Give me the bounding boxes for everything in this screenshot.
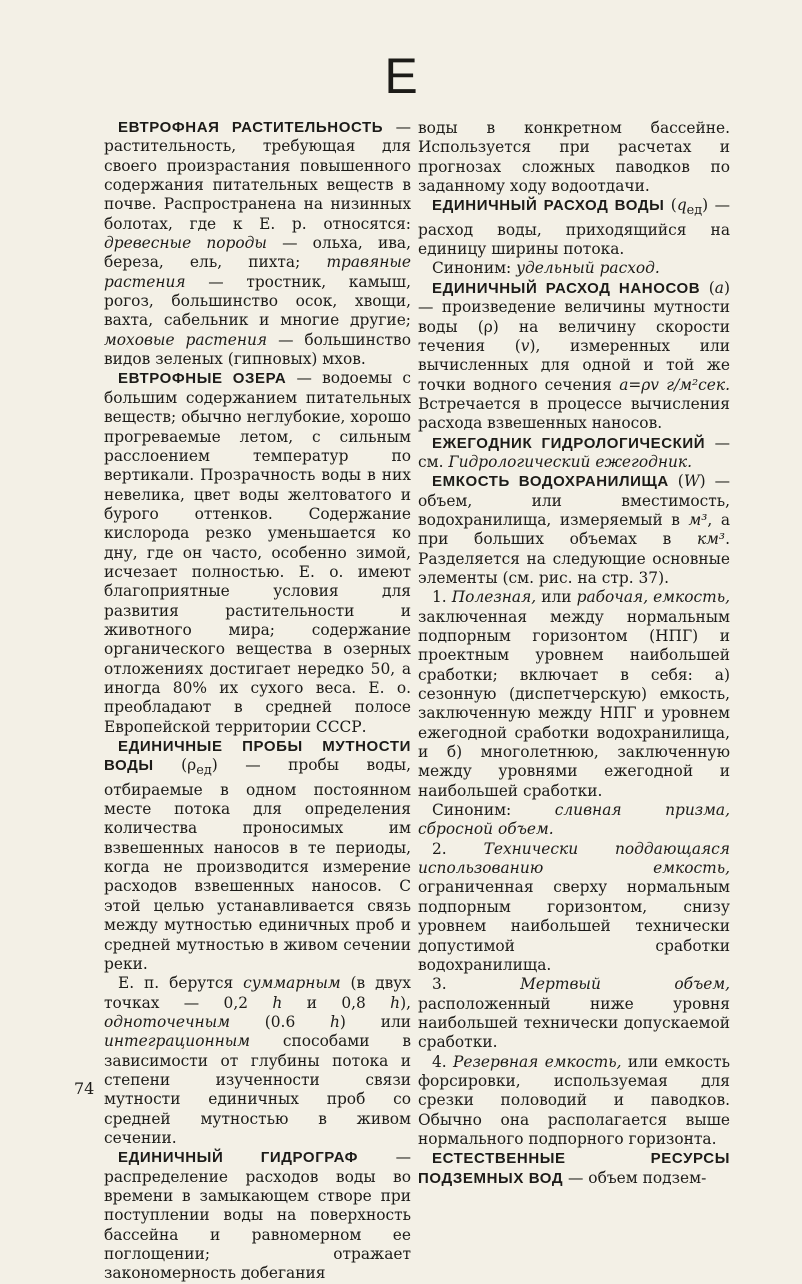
section-letter: Е: [384, 48, 418, 104]
item-number: 4.: [432, 1052, 454, 1071]
entry-term: ЕДИНИЧНЫЙ ГИДРОГРАФ: [118, 1149, 359, 1167]
entry-italic: суммарным: [243, 974, 341, 993]
entry-italic: Полезная,: [451, 588, 537, 607]
entry-text: и 0,8: [282, 993, 391, 1012]
emkost-item-2: [418, 840, 730, 975]
entry-synonym: [418, 259, 730, 278]
entry-italic: рабочая, емкость,: [576, 588, 730, 607]
entry-edinichnye-proby-methods: [104, 974, 411, 1148]
entry-text: или: [536, 588, 577, 607]
formula: a=ρv г/м²сек.: [619, 375, 730, 394]
entry-text: — большинство видов зеленых (гипновых) мхов.: [104, 330, 411, 369]
unit: м³: [688, 510, 708, 529]
entry-text: — водоемы с большим содержанием питательных веществ; обычно неглубокие, хорошо прогреваемые летом, с сильным расслоением температур по вертикали. Прозрачность воды в них невелика, цвет воды желтоватого и бурого оттенков. Содержание кислорода резко уменьшается ко дну, где он часто, особенно зимой, исчезает полностью. Е. о. имеют благоприятные условия для развития растительности и животного мира; содержание органического вещества в озерных отложениях достигает нередко 50, а иногда 80% их сухого веса. Е. о. преобладают в средней полосе Европейской территории СССР.: [104, 369, 411, 736]
entry-text: ), измеренных или вычисленных для одной и той же точки водного сечения: [418, 336, 730, 394]
entry-italic: интеграционным: [104, 1032, 251, 1051]
entry-italic: v: [520, 336, 530, 355]
synonym-label: Синоним:: [432, 259, 517, 278]
entry-estestvennye-resursy: [418, 1149, 730, 1188]
synonym-value: сливная призма, сбросной объем.: [418, 801, 730, 839]
entry-term: ЕВТРОФНЫЕ ОЗЕРА: [118, 370, 287, 388]
entry-text: ) — произведение величины мутности воды (ρ) на величину скорости течения (: [418, 278, 730, 355]
item-number: 3.: [432, 975, 521, 994]
entry-edinichny-gidrograf: [104, 1148, 411, 1283]
page-number: 74: [74, 1079, 95, 1098]
entry-italic: a: [714, 278, 724, 297]
entry-italic: моховые растения: [104, 330, 268, 349]
entry-term: ЕСТЕСТВЕННЫЕ РЕСУРСЫ ПОДЗЕМНЫХ ВОД: [418, 1150, 730, 1187]
item-number: 2.: [432, 839, 484, 858]
entry-italic: Мертвый объем,: [520, 975, 730, 994]
entry-text: (0.6: [229, 1012, 330, 1031]
entry-text: (: [668, 472, 684, 491]
entry-text: — тростник, камыш, рогоз, большинство осок, хвощи, вахта, сабельник и многие другие;: [104, 272, 411, 330]
entry-synonym: [418, 801, 730, 840]
entry-italic: W: [683, 472, 700, 491]
entry-text: — см.: [418, 433, 730, 471]
entry-text: (: [664, 196, 677, 215]
entry-gidrograf-continuation: воды в конкретном бассейне. Используется при расчетах и прогнозах сложных паводков по заданному ходу водоотдачи.: [418, 119, 730, 196]
entry-italic: h: [390, 993, 401, 1012]
entry-text: — распределение расходов воды во времени в замыкающем створе при поступлении воды на поверхность бассейна и равномерном ее поглощении; отражает закономерность добегания: [104, 1148, 411, 1283]
entry-emkost-vodokhranilishcha: [418, 472, 730, 588]
entry-italic: древесные породы: [104, 234, 267, 253]
entry-italic: q: [676, 196, 687, 215]
entry-term: ЕМКОСТЬ ВОДОХРАНИЛИЩА: [432, 473, 669, 491]
entry-edinichnye-proby: [104, 737, 411, 974]
entry-text: , а при больших объемах в: [418, 510, 730, 549]
emkost-item-1: [418, 588, 730, 801]
synonym-label: Синоним:: [432, 801, 555, 820]
entry-italic: травяные растения: [104, 253, 411, 291]
emkost-item-3: [418, 975, 730, 1052]
entry-evtrofnye-ozera: [104, 369, 411, 737]
entry-italic: h: [330, 1012, 340, 1031]
entry-text: — объем подзем-: [563, 1168, 707, 1187]
entry-italic: h: [272, 993, 283, 1012]
entry-text: Е. п. берутся: [118, 974, 244, 993]
entry-text: ) — объем, или вместимость, водохранилища, измеряемый в: [418, 472, 730, 529]
entry-edinichny-raskhod-vody: [418, 196, 730, 259]
subscript: ед: [196, 763, 212, 779]
entry-raskhod-nanosov: [418, 279, 730, 434]
entry-text: . Разделяется на следующие основные элементы (см. рис. на стр. 37).: [418, 530, 730, 587]
entry-text: ) — расход воды, приходящийся на единицу ширины потока.: [418, 196, 730, 259]
item-number: 1.: [432, 588, 452, 607]
entry-term: ЕДИНИЧНЫЙ РАСХОД ВОДЫ: [432, 197, 665, 215]
entry-text: (: [700, 278, 715, 297]
cross-reference: Гидрологический ежегодник.: [448, 452, 692, 471]
entry-text: ),: [400, 993, 411, 1012]
entry-text: ограниченная сверху нормальным подпорным горизонтом, снизу уровнем наибольшей технически допустимой сработки водохранилища.: [418, 878, 730, 974]
entry-text: ) или: [339, 1012, 411, 1031]
emkost-item-4: [418, 1053, 730, 1150]
right-column: [418, 119, 730, 1188]
entry-text: (в двух точках — 0,2: [104, 974, 411, 1012]
synonym-value: удельный расход.: [516, 259, 660, 278]
entry-term: ЕВТРОФНАЯ РАСТИТЕЛЬНОСТЬ: [118, 119, 384, 136]
entry-text: или емкость форсировки, используемая для срезки половодий и паводков. Обычно она располагается выше нормального подпорного горизонта.: [418, 1052, 730, 1148]
entry-text: — ольха, ива, береза, ель, пихта;: [104, 234, 411, 272]
entry-term: ЕДИНИЧНЫЙ РАСХОД НАНОСОВ: [432, 279, 701, 297]
entry-text: способами в зависимости от глубины потока и степени изученности связи мутности единичных проб со средней мутностью в живом сечении.: [104, 1032, 411, 1147]
unit: км³: [696, 530, 726, 549]
entry-ezhegodnik: [418, 434, 730, 473]
entry-term: ЕДИНИЧНЫЕ ПРОБЫ МУТНОСТИ ВОДЫ: [104, 738, 411, 775]
entry-text: — растительность, требующая для своего произрастания повышенного содержания питательных веществ в почве. Распространена на низинных болотах, где к Е. р. относятся:: [104, 118, 411, 233]
entry-evtrofnaya-rastitelnost: [104, 118, 411, 369]
entry-text: ) — пробы воды, отбираемые в одном постоянном месте потока для определения количества проносимых им взвешенных наносов в те периоды, когда не производится измерение расходов взвешенных наносов. С этой целью устанавливается связь между мутностью единичных проб и средней мутностью в живом сечении реки.: [104, 756, 411, 973]
left-column: [104, 118, 411, 1284]
subscript: ед: [686, 203, 703, 219]
entry-text: (ρ: [153, 756, 197, 775]
entry-text: расположенный ниже уровня наибольшей технически допускаемой сработки.: [418, 994, 730, 1052]
entry-text: Встречается в процессе вычисления расхода взвешенных наносов.: [418, 394, 730, 433]
entry-term: ЕЖЕГОДНИК ГИДРОЛОГИЧЕСКИЙ: [432, 434, 706, 452]
entry-text: заключенная между нормальным подпорным горизонтом (НПГ) и проектным уровнем наибольшей сработки; включает в себя: а) сезонную (диспетчерскую) емкость, заключенную между НПГ и уровнем ежегодной сработки водохранилища, и б) многолетнюю, заключенную между уровнями ежегодной и наибольшей сработки.: [418, 607, 730, 800]
entry-italic: Технически поддающаяся использованию емкость,: [418, 839, 730, 878]
entry-italic: одноточечным: [104, 1012, 230, 1031]
entry-italic: Резервная емкость,: [453, 1052, 622, 1071]
